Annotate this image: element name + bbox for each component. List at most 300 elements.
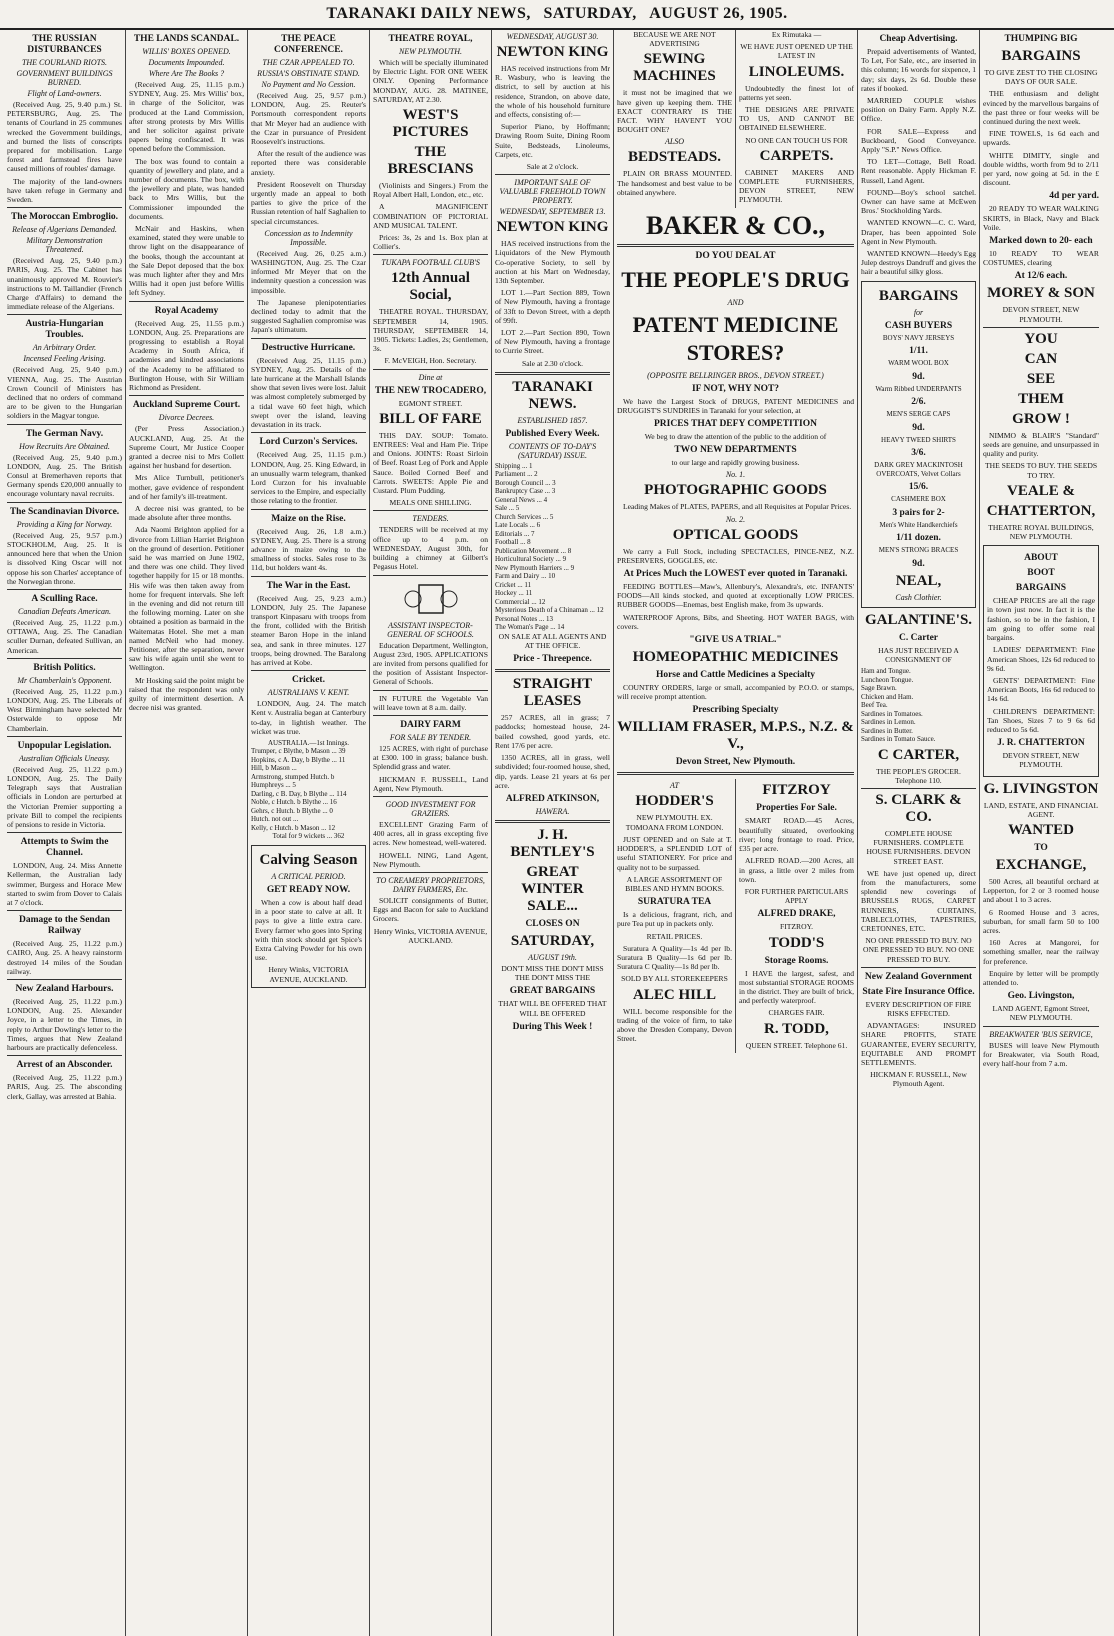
- contents-item: Cricket ... 11: [495, 580, 532, 589]
- subhead: Release of Algerians Demanded.: [12, 225, 117, 235]
- ad-signature: J. R. CHATTERTON: [997, 738, 1085, 749]
- paragraph: 1350 ACRES, all in grass, well subdivided; four-roomed house, shed, dip, yards. Lease 21 years at 6s per acre.: [495, 753, 610, 790]
- headline: GREAT BARGAINS: [509, 986, 596, 997]
- paragraph: (Received Aug. 25, 11.22 p.m.) LONDON, Aug. 25. The Liberals of West Birmingham have selected Mr Osterwalde to oppose Mr Chamberlain.: [7, 686, 122, 733]
- paragraph: LOT 1.—Part Section 889, Town of New Plymouth, having a frontage of 33ft to Devon Street, with a depth of 99ft.: [495, 288, 610, 325]
- subhead: An Arbitrary Order.: [32, 343, 97, 353]
- subhead: Australian Officials Uneasy.: [19, 753, 110, 763]
- column-classifieds: [858, 30, 980, 1636]
- paragraph: to our large and rapidly growing business.: [671, 458, 800, 468]
- subhead: Military Demonstration Threatened.: [26, 236, 103, 255]
- paragraph: CHILDREN'S DEPARTMENT: Tan Shoes, Sizes 7 to 9 6s 6d reduced to 5s 6d.: [987, 706, 1095, 734]
- paragraph: THE PEOPLE'S GROCER. Telephone 110.: [876, 766, 961, 785]
- headline: G. LIVINGSTON: [983, 780, 1099, 797]
- subhead: TUKAPA FOOTBALL CLUB'S: [381, 258, 480, 268]
- headline: TWO NEW DEPARTMENTS: [674, 445, 797, 456]
- list-item: Sardines in Lemon.: [861, 718, 916, 727]
- subhead: THE COURLAND RIOTS.: [21, 58, 108, 67]
- headline: NEWTON KING: [496, 219, 609, 236]
- headline: VEALE &: [1007, 482, 1075, 499]
- subhead: Canadian Defeats American.: [18, 606, 111, 616]
- paragraph: NIMMO & BLAIR'S "Standard" seeds are genuine, and unsurpassed in quality and purity.: [983, 430, 1099, 459]
- column-theatre: [370, 30, 492, 1636]
- headline: GROW !: [1012, 410, 1070, 427]
- headline: Royal Academy: [154, 305, 219, 316]
- headline: The Moroccan Embroglio.: [10, 212, 119, 223]
- list-item: Sage Brawn.: [861, 684, 897, 693]
- list-item: Sardines in Butter.: [861, 726, 913, 735]
- ad-subtitle: GET READY NOW.: [266, 884, 351, 895]
- subhead: BREAKWATER 'BUS SERVICE,: [989, 1029, 1093, 1039]
- headline: THEM: [1018, 390, 1064, 407]
- score-total: Total for 9 wickets ... 362: [272, 832, 345, 841]
- headline: THE PEOPLE'S DRUG: [621, 266, 850, 292]
- paragraph: (Received Aug. 25, 9.57 p.m.) STOCKHOLM, Aug. 25. It is announced here that when the Union is dissolved King Oscar will not oppose his son Charles' acceptance of the Norwegian throne.: [7, 530, 122, 586]
- subhead: RUSSIA'S OBSTINATE STAND.: [257, 69, 360, 78]
- paragraph: NO ONE CAN TOUCH US FOR: [745, 135, 848, 145]
- paragraph: After the result of the audience was reported there was considerable anxiety.: [251, 149, 366, 177]
- score-line: Darling, c B. Day, b Blythe ... 114: [251, 789, 347, 798]
- subhead: AT: [669, 781, 680, 791]
- paragraph: LOT 2.—Part Section 890, Town of New Plymouth, having a frontage to Currie Street.: [495, 328, 610, 356]
- calving-season-ad: [251, 845, 366, 988]
- price-item: DARK GREY MACKINTOSH OVERCOATS, Velvet Collars: [874, 461, 963, 478]
- subhead: Dine at: [418, 372, 443, 382]
- subhead: No. 1.: [725, 470, 746, 480]
- column-drug-store: [614, 30, 858, 1636]
- headline: Marked down to 20- each: [989, 236, 1093, 247]
- subhead: NEW PLYMOUTH.: [399, 47, 462, 56]
- paragraph: WANTED KNOWN—C. C. Ward, Draper, has been appointed Sole Agent in New Plymouth.: [861, 218, 976, 246]
- headline: C CARTER,: [877, 746, 960, 763]
- contents-item: Football ... 8: [495, 538, 531, 547]
- paragraph: (Per Press Association.) AUCKLAND, Aug. 25. At the Supreme Court, Mr Justice Cooper granted a decree nisi to Mrs Collett against her husband for desertion.: [129, 424, 244, 471]
- contents-item: Parliament ... 2: [495, 470, 538, 479]
- ad-subtitle: for: [913, 307, 924, 317]
- paragraph: WHITE DIMITY, single and double widths, worth from 9d to 2/11 per yard, now going at 5d. in the £ discount.: [983, 150, 1099, 188]
- headline: During This Week !: [512, 1021, 593, 1032]
- paragraph: The box was found to contain a quantity of jewellery and plate, and a number of documents. The box, with the jewellery and plate, was handed back to Mrs Willis, but the Commissioner impounded the documents.: [129, 156, 244, 221]
- headline: Price - Threepence.: [513, 654, 592, 665]
- price-value: 2/6.: [911, 397, 926, 408]
- paragraph: CHEAP PRICES are all the rage in town just now. In fact it is the fashion, so to be in the fashion, I am going to offer some real bargains.: [987, 596, 1095, 643]
- paragraph: DON'T MISS THE DON'T MISS THE DON'T MISS THE: [501, 963, 604, 983]
- coat-of-arms-icon: [401, 579, 461, 619]
- column-cables: [4, 30, 126, 1636]
- paragraph: McNair and Haskins, when examined, stated they were unable to throw light on the disappearance of the books, though the accountant at the Sale Depot deposed that the box was much lighter after they and Mrs Willis had it open just before Willis left Sydney.: [129, 224, 244, 298]
- paragraph: Ada Naomi Brighton applied for a divorce from Lillian Harriet Brighton on the ground of desertion. Petitioner said he was married on June 1902, and there was one child. They lived together happily for 15 or 18 months. His wife was then taken away from home for frequent intervals. She left in the evening and did not return till the following morning. Later on she obtained a position as barmaid in the Waitematas Hotel. She met a man named McNeil who had money. Petitioner, after the separation, never saw his wife again until she went to Wellington.: [129, 525, 244, 673]
- price-value: 1/11 dozen.: [896, 533, 941, 544]
- price-value: 3 pairs for 2-: [892, 507, 945, 518]
- paragraph: (Received Aug. 26, 1.8 a.m.) SYDNEY, Aug. 25. There is a strong advance in maize owing to the smallness of stocks. Sales rose to 3s 11d, but holders want 4s.: [251, 526, 366, 573]
- price-value: 9d.: [912, 371, 925, 382]
- column-lands-scandal: [126, 30, 248, 1636]
- paragraph: NEW PLYMOUTH. EX. TOMOANA FROM LONDON.: [625, 813, 724, 832]
- headline: HODDER'S: [635, 793, 714, 810]
- price-item: HEAVY TWEED SHIRTS: [881, 435, 956, 444]
- price-value: 15/6.: [908, 482, 929, 493]
- paragraph: TENDERS will be received at my office up to 4 p.m. on WEDNESDAY, August 30th, for building a chimney at Gilbert's Pegasus Hotel.: [373, 525, 488, 572]
- subhead: WILLIS' BOXES OPENED.: [142, 47, 231, 56]
- paragraph: THE SEEDS TO BUY. THE SEEDS TO TRY.: [984, 461, 1098, 480]
- subhead: HAWERA.: [535, 806, 570, 816]
- subhead: ESTABLISHED 1857.: [517, 415, 588, 425]
- headline: WANTED: [1008, 821, 1074, 838]
- paragraph: (Received Aug. 25, 9.40 p.m.) LONDON, Aug. 25. The British Consul at Bremerhaven reports that Germany spends £20,000 annually to encourage voluntary naval recruits.: [7, 452, 122, 499]
- headline: Maize on the Rise.: [271, 513, 346, 524]
- masthead-date: AUGUST 26, 1905.: [649, 5, 788, 22]
- paragraph: SOLD BY ALL STOREKEEPERS: [621, 974, 728, 984]
- paragraph: it must not be imagined that we have given up keeping them. THE EXACT CONTRARY IS THE FACT. WHY HAVEN'T YOU BOUGHT ONE?: [617, 88, 732, 135]
- paragraph: 10 READY TO WEAR COSTUMES, clearing: [983, 249, 1099, 268]
- paragraph: THEATRE ROYAL. THURSDAY, SEPTEMBER 14, 1905. THURSDAY, SEPTEMBER 14, 1905. Tickets: Ladies, 2s; Gentlemen, 3s.: [373, 307, 488, 354]
- column-thumping-bargains: [980, 30, 1102, 1636]
- list-item: Beef Tea.: [861, 701, 888, 710]
- headline: THE BRESCIANS: [387, 144, 474, 178]
- masthead-day: SATURDAY,: [543, 5, 637, 22]
- headline: BILL OF FARE: [379, 410, 482, 427]
- headline: THEATRE ROYAL,: [388, 34, 473, 44]
- contents-item: Shipping ... 1: [495, 461, 533, 470]
- subhead: FOR SALE BY TENDER.: [389, 732, 472, 742]
- subhead: IMPORTANT SALE OF VALUABLE FREEHOLD TOWN PROPERTY.: [499, 178, 606, 206]
- paragraph: Superior Piano, by Hoffmann; Drawing Room Suite, Dining Room Suite, Bedsteads, Linoleums, Carpets, etc.: [495, 122, 610, 159]
- paragraph: Prices: 3s, 2s and 1s. Box plan at Collier's.: [373, 233, 488, 252]
- headline: The Scandinavian Divorce.: [9, 506, 120, 517]
- contents-item: Personal Notes ... 13: [495, 614, 553, 623]
- paragraph: THEATRE ROYAL BUILDINGS, NEW PLYMOUTH.: [988, 522, 1094, 542]
- contents-item: Editorials ... 7: [495, 529, 535, 538]
- contents-item: Sale ... 5: [495, 504, 520, 513]
- paragraph: DEVON STREET, NEW PLYMOUTH.: [1002, 751, 1080, 770]
- paragraph: (Received Aug. 25, 11.15 p.m.) SYDNEY, Aug. 25. Details of the late hurricane at the Marshall Islands show that seven lives were lost. Jaluit was almost completely submerged by a tidal wave 60 feet high, which swept over the island, leaving devastation in its track.: [251, 355, 366, 430]
- paragraph: Education Department, Wellington, August 23rd, 1905. APPLICATIONS are invited from persons qualified for the position of Assistant Inspector-General of Schools.: [373, 640, 488, 687]
- contents-item: The Woman's Page ... 14: [495, 623, 565, 632]
- paragraph: GENTS' DEPARTMENT: Fine American Boots, 16s 6d reduced to 14s 6d.: [987, 675, 1095, 704]
- headline: THE LANDS SCANDAL.: [133, 34, 240, 44]
- price-item: WARM WOOL BOX: [888, 359, 949, 368]
- headline: NEWTON KING: [496, 44, 609, 60]
- price-item: MEN'S STRONG BRACES: [878, 546, 959, 555]
- price-item: BOYS' NAVY JERSEYS: [882, 333, 955, 342]
- paragraph: (Violinists and Singers.) From the Royal Albert Hall, London, etc., etc.: [373, 181, 488, 200]
- headline: IF NOT, WHY NOT?: [691, 383, 780, 394]
- subhead: Incensed Feeling Arising.: [23, 354, 106, 364]
- subhead: Providing a King for Norway.: [16, 519, 113, 529]
- headline: CARPETS.: [759, 147, 834, 164]
- bargains-ad: [861, 281, 976, 608]
- subhead: AND: [727, 297, 744, 307]
- headline: OPTICAL GOODS: [672, 526, 799, 543]
- headline: Damage to the Sendan Railway: [18, 915, 111, 937]
- headline: MOREY & SON: [987, 285, 1095, 302]
- score-line: Hopkins, c A. Day, b Blythe ... 11: [251, 755, 346, 764]
- paragraph: TO GIVE ZEST TO THE CLOSING DAYS OF OUR SALE.: [984, 68, 1098, 87]
- boot-bargains-ad: [983, 545, 1099, 776]
- paragraph: F. McVEIGH, Hon. Secretary.: [384, 356, 477, 366]
- headline: DAIRY FARM: [400, 719, 461, 730]
- paragraph: (Received Aug. 25, 9.57 p.m.) LONDON, Aug. 25. Reuter's Portsmouth correspondent reports that Mr Meyer had an audience with the Czar in pursuance of President Roosevelt's instructions.: [251, 91, 366, 147]
- subhead: TO CREAMERY PROPRIETORS, DAIRY FARMERS, Etc.: [376, 875, 485, 894]
- ad-footer: Henry Winks, VICTORIA AVENUE, AUCKLAND.: [268, 965, 349, 984]
- paragraph: THIS DAY. SOUP: Tomato. ENTREES: Veal and Ham Pie. Tripe and Onions. JOINTS: Roast Sirloin of Beef. Roast Leg of Pork and Apple Sauce. Boiled Corned Beef and Carrots. SWEETS: Apple Pie and Custard. Plum Pudding.: [373, 430, 488, 496]
- headline: SEE: [1026, 370, 1056, 387]
- score-line: Armstrong, stumped Hutch. b Humphreys ... 5: [251, 772, 335, 790]
- paragraph: ADVANTAGES: INSURED SHARE PROFITS, STATE GUARANTEE, EVERY SECURITY, EQUITABLE AND PROMPT SETTLEMENTS.: [861, 1021, 976, 1068]
- paragraph: (Received Aug. 25, 11.22 p.m.) PARIS, Aug. 25. The absconding clerk, Gallay, was arrested at Bahia.: [7, 1073, 122, 1101]
- headline: PHOTOGRAPHIC GOODS: [644, 482, 827, 499]
- headline: THE PEACE CONFERENCE.: [274, 34, 343, 55]
- paragraph: WILL become responsible for the trading of the voice of firm, to take above the Dresden Company, Devon Street.: [617, 1006, 732, 1044]
- paragraph: FITZROY.: [780, 922, 813, 932]
- paragraph: ALFRED ROAD.—200 Acres, all in grass, a little over 2 miles from town.: [739, 856, 854, 884]
- headline: CLOSES ON: [525, 918, 580, 929]
- paragraph: (Received Aug. 25, 9.40 p.m.) St. PETERSBURG, Aug. 25. The tenants of Courland in 25 communes wrecked the Government buildings, and burned the lists of conscripts prepared for mobilisation. Large forest and farmstead fires have caused millions of roubles' damage.: [7, 100, 122, 174]
- paragraph: WE have just opened up, direct from the manufacturers, some splendid new coverings of BRUSSELS RUGS, CARPET RUNNERS, CURTAINS, TABLECLOTHS, TAPESTRIES, CRETONNES, ETC.: [861, 868, 976, 934]
- headline: TODD'S: [768, 934, 825, 951]
- paragraph: Sale at 2 o'clock.: [526, 162, 579, 172]
- headline: STRAIGHT LEASES: [512, 676, 593, 710]
- headline: BEDSTEADS.: [628, 149, 721, 166]
- score-line: Gehrs, c Hutch. b Blythe ... 0: [251, 806, 333, 815]
- headline: S. CLARK & CO.: [875, 791, 962, 825]
- paragraph: COUNTRY ORDERS, large or small, accompanied by P.O.O. or stamps, will receive prompt attention.: [617, 683, 854, 702]
- subhead: (OPPOSITE BELLRINGER BROS., DEVON STREET.): [647, 370, 824, 380]
- headline: GALANTINE'S.: [864, 611, 973, 628]
- headline: WEST'S PICTURES: [392, 107, 469, 141]
- headline: New Zealand Government: [864, 971, 973, 982]
- paragraph: QUEEN STREET. Telephone 61.: [745, 1040, 848, 1050]
- headline: Published Every Week.: [505, 428, 600, 439]
- score-line: Kelly, c Hutch. b Mason ... 12: [251, 823, 336, 832]
- headline: THE RUSSIAN DISTURBANCES: [27, 34, 102, 55]
- paragraph: FOR FURTHER PARTICULARS APPLY: [744, 886, 849, 906]
- paragraph: HOWELL NING, Land Agent, New Plymouth.: [373, 850, 488, 869]
- contents-item: Bankruptcy Case ... 3: [495, 487, 556, 496]
- contents-item: New Plymouth Harriers ... 9: [495, 563, 575, 572]
- subhead: No Payment and No Cession.: [261, 80, 356, 89]
- paragraph: EGMONT STREET.: [398, 398, 463, 408]
- headline: Auckland Supreme Court.: [132, 400, 241, 411]
- paragraph: Henry Winks, VICTORIA AVENUE, AUCKLAND.: [373, 926, 488, 945]
- subhead: Documents Impounded.: [148, 58, 225, 67]
- paragraph: (Received Aug. 25, 11.22 p.m.) OTTAWA, Aug. 25. The Canadian sculler Durnan, defeated Sullivan, an American.: [7, 617, 122, 655]
- subhead: WEDNESDAY, AUGUST 30.: [506, 32, 599, 41]
- subhead: GOOD INVESTMENT FOR GRAZIERS.: [385, 799, 476, 818]
- paragraph: LAND AGENT, Egmont Street, NEW PLYMOUTH.: [992, 1004, 1090, 1023]
- headline: PRICES THAT DEFY COMPETITION: [653, 419, 818, 430]
- paragraph: EXCELLENT Grazing Farm of 400 acres, all in grass excepting five acres. New homestead, well-watered.: [373, 819, 488, 848]
- paragraph: THAT WILL BE OFFERED THAT WILL BE OFFERED: [498, 999, 607, 1018]
- headline: SEWING MACHINES: [633, 51, 716, 85]
- paragraph: IN FUTURE the Vegetable Van will leave town at 8 a.m. daily.: [373, 693, 488, 712]
- subhead: Flight of Land-owners.: [27, 89, 102, 98]
- contents-item: Farm and Dairy ... 10: [495, 572, 556, 581]
- paragraph: THE DESIGNS ARE PRIVATE TO US, AND CANNOT BE OBTAINED ELSEWHERE.: [739, 105, 854, 133]
- headline: Geo. Livingston,: [1007, 991, 1075, 1002]
- headline: At 12/6 each.: [1014, 271, 1068, 282]
- paragraph: We carry a Full Stock, including SPECTACLES, PINCE-NEZ, N.Z. PRESERVERS, GOGGLES, etc.: [617, 546, 854, 565]
- paragraph: WE HAVE JUST OPENED UP THE LATEST IN: [740, 42, 853, 61]
- ad-title: CASH BUYERS: [884, 320, 953, 331]
- paragraph: WANTED KNOWN—Heedy's Egg Julep destroys Dandruff and gives the hair a beautiful silky gloss.: [861, 249, 976, 277]
- list-item: Sardines in Tomatoes.: [861, 709, 923, 718]
- paragraph: Prepaid advertisements of Wanted, To Let, For Sale, etc., are inserted in this column; 16 words for sixpence, 1 day; six days, 2s 6d. Double these rates if booked.: [861, 47, 976, 93]
- subhead: ALSO: [664, 137, 685, 147]
- headline: At Prices Much the LOWEST ever quoted in Taranaki.: [623, 569, 848, 580]
- paragraph: President Roosevelt on Thursday urgently made an appeal to both parties to give the price of the Russian retention of half Saghalien to special circumstances.: [251, 179, 366, 226]
- headline: Cheap Advertising.: [879, 34, 958, 44]
- ad-title: ABOUT: [1024, 553, 1058, 564]
- paragraph: (Received Aug. 25, 11.55 p.m.) LONDON, Aug. 25. Preparations are progressing to establish a Royal Academy in South Africa, if academies and kindred associations of the Academy to be affiliated to Burlington House, with Sir William Richmond as President.: [129, 318, 244, 393]
- paragraph: The Japanese plenipotentiaries declined today to admit that the suggested Saghalien compromise was Japan's ultimatum.: [251, 297, 366, 335]
- score-line: Trumper, c Blythe, b Mason ... 39: [251, 747, 346, 756]
- paragraph: (Received Aug. 25, 11.22 p.m.) CAIRO, Aug. 25. A heavy rainstorm destroyed 14 miles of the Soudan railway.: [7, 939, 122, 976]
- headline: THE NEW TROCADERO,: [374, 385, 487, 396]
- ad-title: BOOT: [1027, 568, 1055, 579]
- paragraph: (Received Aug. 25, 11.22 p.m.) LONDON, Aug. 25. The Daily Telegraph says that Australian officials in London are perturbed at the Victorian Premier supporting a private Bill to compel the recipients of pensions to reside in Victoria.: [7, 764, 122, 829]
- list-item: Sardines in Tomato Sauce.: [861, 735, 936, 744]
- ad-subtitle: A CRITICAL PERIOD.: [271, 871, 346, 881]
- paragraph: CABINET MAKERS AND COMPLETE FURNISHERS, DEVON STREET, NEW PLYMOUTH.: [739, 167, 854, 205]
- paragraph: Mrs Alice Turnbull, petitioner's mother, gave evidence of respondent and of her family's ill-treatment.: [129, 473, 244, 501]
- subhead: Where Are The Books ?: [148, 69, 225, 78]
- paragraph: MARRIED COUPLE wishes position on Dairy Farm. Apply N.Z. Office.: [861, 96, 976, 124]
- headline: SATURDAY,: [510, 932, 595, 949]
- paragraph: (Received Aug. 25, 11.15 p.m.) LONDON, Aug. 25. King Edward, in an unusually warm telegram, thanked Lord Curzon for his invaluable services to the Empire, and especially those relating to the frontier.: [251, 450, 366, 506]
- headline: ALFRED ATKINSON,: [505, 793, 600, 804]
- paragraph: FINE TOWELS, 1s 6d each and upwards.: [983, 129, 1099, 148]
- headline: SURATURA TEA: [637, 897, 712, 908]
- headline: Storage Rooms.: [764, 955, 829, 966]
- headline: The War in the East.: [266, 580, 351, 591]
- paragraph: Suratura A Quality—1s 4d per lb. Suratura B Quality—1s 6d per lb. Suratura C Quality—1s 8d per lb.: [617, 943, 732, 972]
- paragraph: Leading Makes of PLATES, PAPERS, and all Requisites at Popular Prices.: [623, 502, 852, 512]
- contents-item: Commercial ... 12: [495, 597, 546, 606]
- contents-item: Church Services ... 5: [495, 512, 554, 521]
- subhead: ASSISTANT INSPECTOR-GENERAL OF SCHOOLS.: [387, 620, 474, 639]
- price-value: 9d.: [912, 558, 925, 569]
- paragraph: Ex Rimutaka —: [771, 30, 822, 39]
- paragraph: A MAGNIFICENT COMBINATION OF PICTORIAL AND MUSICAL TALENT.: [373, 202, 488, 230]
- ad-title: BARGAINS: [878, 287, 959, 304]
- paragraph: LONDON, Aug. 24. The match Kent v. Australia began at Canterbury to-day, in lightish weather. The wicket was true.: [251, 699, 366, 736]
- subhead: CONTENTS OF TO-DAY'S (SATURDAY) ISSUE.: [508, 441, 597, 460]
- paragraph: Mr Hosking said the point might be raised that the respondent was only guilty of intermittent desertion. A decree nisi was granted.: [129, 675, 244, 713]
- paragraph: 500 Acres, all beautiful orchard at Lepperton, for 2 or 3 roomed house and about 1 to 3 acres.: [983, 876, 1099, 905]
- headline: State Fire Insurance Office.: [862, 986, 975, 997]
- paragraph: LADIES' DEPARTMENT: Fine American Shoes, 12s 6d reduced to 9s 6d.: [987, 645, 1095, 673]
- contents-item: Horticultural Society ... 9: [495, 555, 567, 564]
- headline: Destructive Hurricane.: [261, 342, 356, 353]
- headline: Attempts to Swim the Channel.: [20, 837, 109, 859]
- subhead: Mr Chamberlain's Opponent.: [17, 675, 112, 685]
- paragraph: FOUND—Boy's school satchel. Owner can have same at McEwen Bros.' Stockholding Yards.: [861, 187, 976, 216]
- headline: 4d per yard.: [1049, 191, 1099, 202]
- headline: GREAT WINTER SALE...: [521, 863, 584, 914]
- paragraph: ON SALE AT ALL AGENTS AND AT THE OFFICE.: [498, 631, 607, 651]
- score-line: Hutch. not out ...: [251, 815, 299, 824]
- paragraph: We beg to draw the attention of the public to the addition of: [644, 432, 827, 442]
- paragraph: THE enthusiasm and delight evinced by the marvellous bargains of the past three or four weeks will be continued during the next week.: [983, 89, 1099, 127]
- paragraph: Sale at 2.30 o'clock.: [521, 358, 584, 368]
- subhead: Concession as to Indemnity Impossible.: [264, 228, 353, 247]
- paragraph: 6 Roomed House and 3 acres, suburban, for small farm 50 to 100 acres.: [983, 907, 1099, 935]
- paragraph: FOR SALE—Express and Buckboard, Good Conveyance. Apply "S.P." News Office.: [861, 126, 976, 155]
- price-item: Men's White Handkerchiefs: [879, 520, 958, 529]
- headline: BARGAINS: [1001, 48, 1081, 64]
- ad-title: BARGAINS: [1015, 583, 1067, 594]
- paragraph: (Received Aug. 25, 11.22 p.m.) LONDON, Aug. 25. Alexander Joyce, in a letter to the Times, in reply to Arthur Dowling's letter to the Times, argues that New Zealand harbours are practically defenceless.: [7, 996, 122, 1052]
- paragraph: NO ONE PRESSED TO BUY. NO ONE PRESSED TO BUY. NO ONE PRESSED TO BUY.: [863, 936, 974, 964]
- subhead: No. 2.: [725, 514, 746, 524]
- headline: PATENT MEDICINE STORES?: [632, 311, 839, 365]
- paragraph: HICKMAN F. RUSSELL, Land Agent, New Plymouth.: [373, 774, 488, 793]
- paragraph: (Received Aug. 25, 9.23 a.m.) LONDON, July 25. The Japanese transport Kinpasaru with troops from the front, collided with the British steamer Baron Hope in the inland sea, and sank in three minutes. 127 troops, being drowned. The Baralong has arrived at Kobe.: [251, 593, 366, 667]
- scoreboard-title: AUSTRALIA.—1st Innings.: [267, 738, 350, 747]
- baker-banner: BAKER & CO.,: [645, 210, 826, 240]
- paragraph: HAS received instructions from Mr R. Wasbury, who is leaving the district, to sell by auction at his residence, Strandon, on above date, the whole of his household furniture and effects, consisting of:—: [495, 64, 610, 120]
- score-line: Noble, c Hutch. b Blythe ... 16: [251, 798, 337, 807]
- headline: The German Navy.: [25, 428, 104, 439]
- headline: CAN: [1024, 350, 1058, 367]
- subhead: How Recruits Are Obtained.: [19, 441, 110, 451]
- paragraph: HAS received instructions from the Liquidators of the New Plymouth Co-operative Society, to sell by auction at his Mart on Wednesday, 13th September.: [495, 239, 610, 286]
- paragraph: LONDON, Aug. 24. Miss Annette Kellerman, the Australian lady swimmer, Burgess and Horace Mew started to swim from Dover to Calais at 7 o'clock.: [7, 861, 122, 907]
- column-auctions: [492, 30, 614, 1636]
- paragraph: (Received Aug. 25, 11.15 p.m.) SYDNEY, Aug. 25. Mrs Willis' box, in charge of the Solicitor, was produced at the Land Commission, after strong protests by Mrs Willis and her solicitor against private papers being confiscated. It was opened before the Commission.: [129, 80, 244, 154]
- paragraph: 160 Acres at Mangorei, for something smaller, near the railway for preference.: [983, 938, 1099, 966]
- paragraph: MEALS ONE SHILLING.: [389, 498, 472, 508]
- headline: EXCHANGE,: [995, 856, 1087, 873]
- paragraph: A LARGE ASSORTMENT OF BIBLES AND HYMN BOOKS.: [625, 874, 724, 893]
- paragraph: 125 ACRES, with right of purchase at £300. 100 in grass; balance bush. Splendid grass and water.: [373, 743, 488, 772]
- contents-item: Hockey ... 11: [495, 589, 533, 598]
- headline: ALEC HILL: [633, 986, 716, 1003]
- column-peace-conference: [248, 30, 370, 1636]
- headline: R. TODD,: [764, 1020, 829, 1037]
- contents-item: Mysterious Death of a Chinaman ... 12: [495, 606, 604, 615]
- list-item: Chicken and Ham.: [861, 692, 914, 701]
- list-item: Luncheon Tongue.: [861, 675, 914, 684]
- headline: British Politics.: [33, 662, 96, 673]
- headline: THUMPING BIG: [1004, 34, 1078, 44]
- headline: HOMEOPATHIC MEDICINES: [632, 649, 839, 666]
- paragraph: A decree nisi was granted, to be made absolute after three months.: [129, 503, 244, 523]
- headline: Unpopular Legislation.: [17, 740, 112, 751]
- headline: TARANAKI NEWS.: [512, 378, 593, 412]
- paragraph: Undoubtedly the finest lot of patterns yet seen.: [739, 83, 854, 102]
- paragraph: (Received Aug. 25, 9.40 p.m.) PARIS, Aug. 25. The Cabinet has unanimously approved M. Rouvier's instructions to M. Taillandier (French Charge d'Affairs) to demand the immediate release of the Algerians.: [7, 256, 122, 312]
- headline: ALFRED DRAKE,: [757, 909, 836, 920]
- paragraph: 257 ACRES, all in grass; 7 paddocks; homestead house, 24-bailed cowshed, good yards, etc. Rent 17/6 per acre.: [495, 713, 610, 750]
- headline: Devon Street, New Plymouth.: [675, 757, 796, 768]
- paragraph: RETAIL PRICES.: [646, 931, 703, 941]
- contents-item: Publication Movement ... 8: [495, 546, 572, 555]
- headline: 12th Annual Social,: [391, 270, 470, 304]
- price-value: 1/11.: [909, 346, 928, 357]
- headline: Cricket.: [292, 675, 325, 686]
- masthead: [0, 0, 1114, 30]
- paragraph: WATERPROOF Aprons, Bibs, and Sheeting. HOT WATER BAGS, with covers.: [617, 612, 854, 631]
- price-item: Warm Ribbed UNDERPANTS: [875, 384, 962, 393]
- ad-title: Calving Season: [259, 851, 358, 868]
- subhead: WEDNESDAY, SEPTEMBER 13.: [499, 207, 606, 217]
- paragraph: CHARGES FAIR.: [768, 1008, 825, 1018]
- paragraph: BUSES will leave New Plymouth for Breakwater, via South Road, every half-hour from 7 a.m.: [983, 1040, 1099, 1068]
- paragraph: Enquire by letter will be promptly attended to.: [983, 968, 1099, 987]
- paragraph: The majority of the land-owners have taken refuge in Germany and Sweden.: [7, 176, 122, 205]
